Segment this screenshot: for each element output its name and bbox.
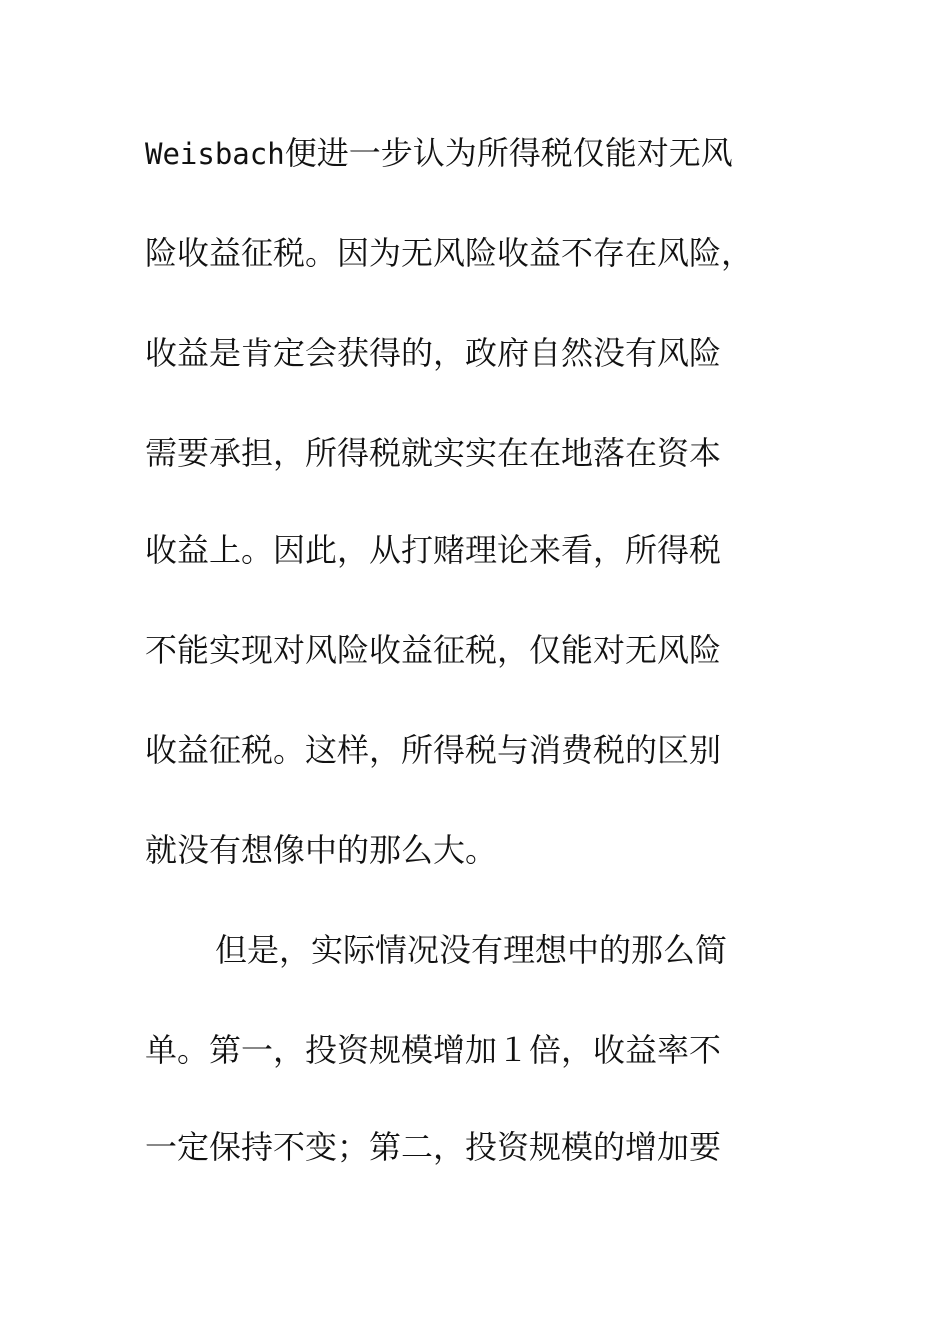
line-text: 便进一步认为所得税仅能对无风 <box>284 134 733 172</box>
text-line-4: 需要承担，所得税就实实在在地落在资本 <box>145 434 722 472</box>
text-line-5: 收益上。因此，从打赌理论来看，所得税 <box>145 531 722 569</box>
text-line-8: 就没有想像中的那么大。 <box>145 831 498 869</box>
text-line-7: 收益征税。这样，所得税与消费税的区别 <box>145 731 722 769</box>
text-line-3: 收益是肯定会获得的，政府自然没有风险 <box>145 334 722 372</box>
text-line-10: 单。第一，投资规模增加１倍，收益率不 <box>145 1031 722 1069</box>
text-line-9-paragraph-start: 但是，实际情况没有理想中的那么简 <box>215 931 728 969</box>
latin-name: Weisbach <box>145 137 285 171</box>
text-line-2: 险收益征税。因为无风险收益不存在风险， <box>145 234 754 272</box>
text-line-1 <box>145 128 733 178</box>
text-line-6: 不能实现对风险收益征税，仅能对无风险 <box>145 631 722 669</box>
text-line-11: 一定保持不变；第二，投资规模的增加要 <box>145 1128 722 1166</box>
